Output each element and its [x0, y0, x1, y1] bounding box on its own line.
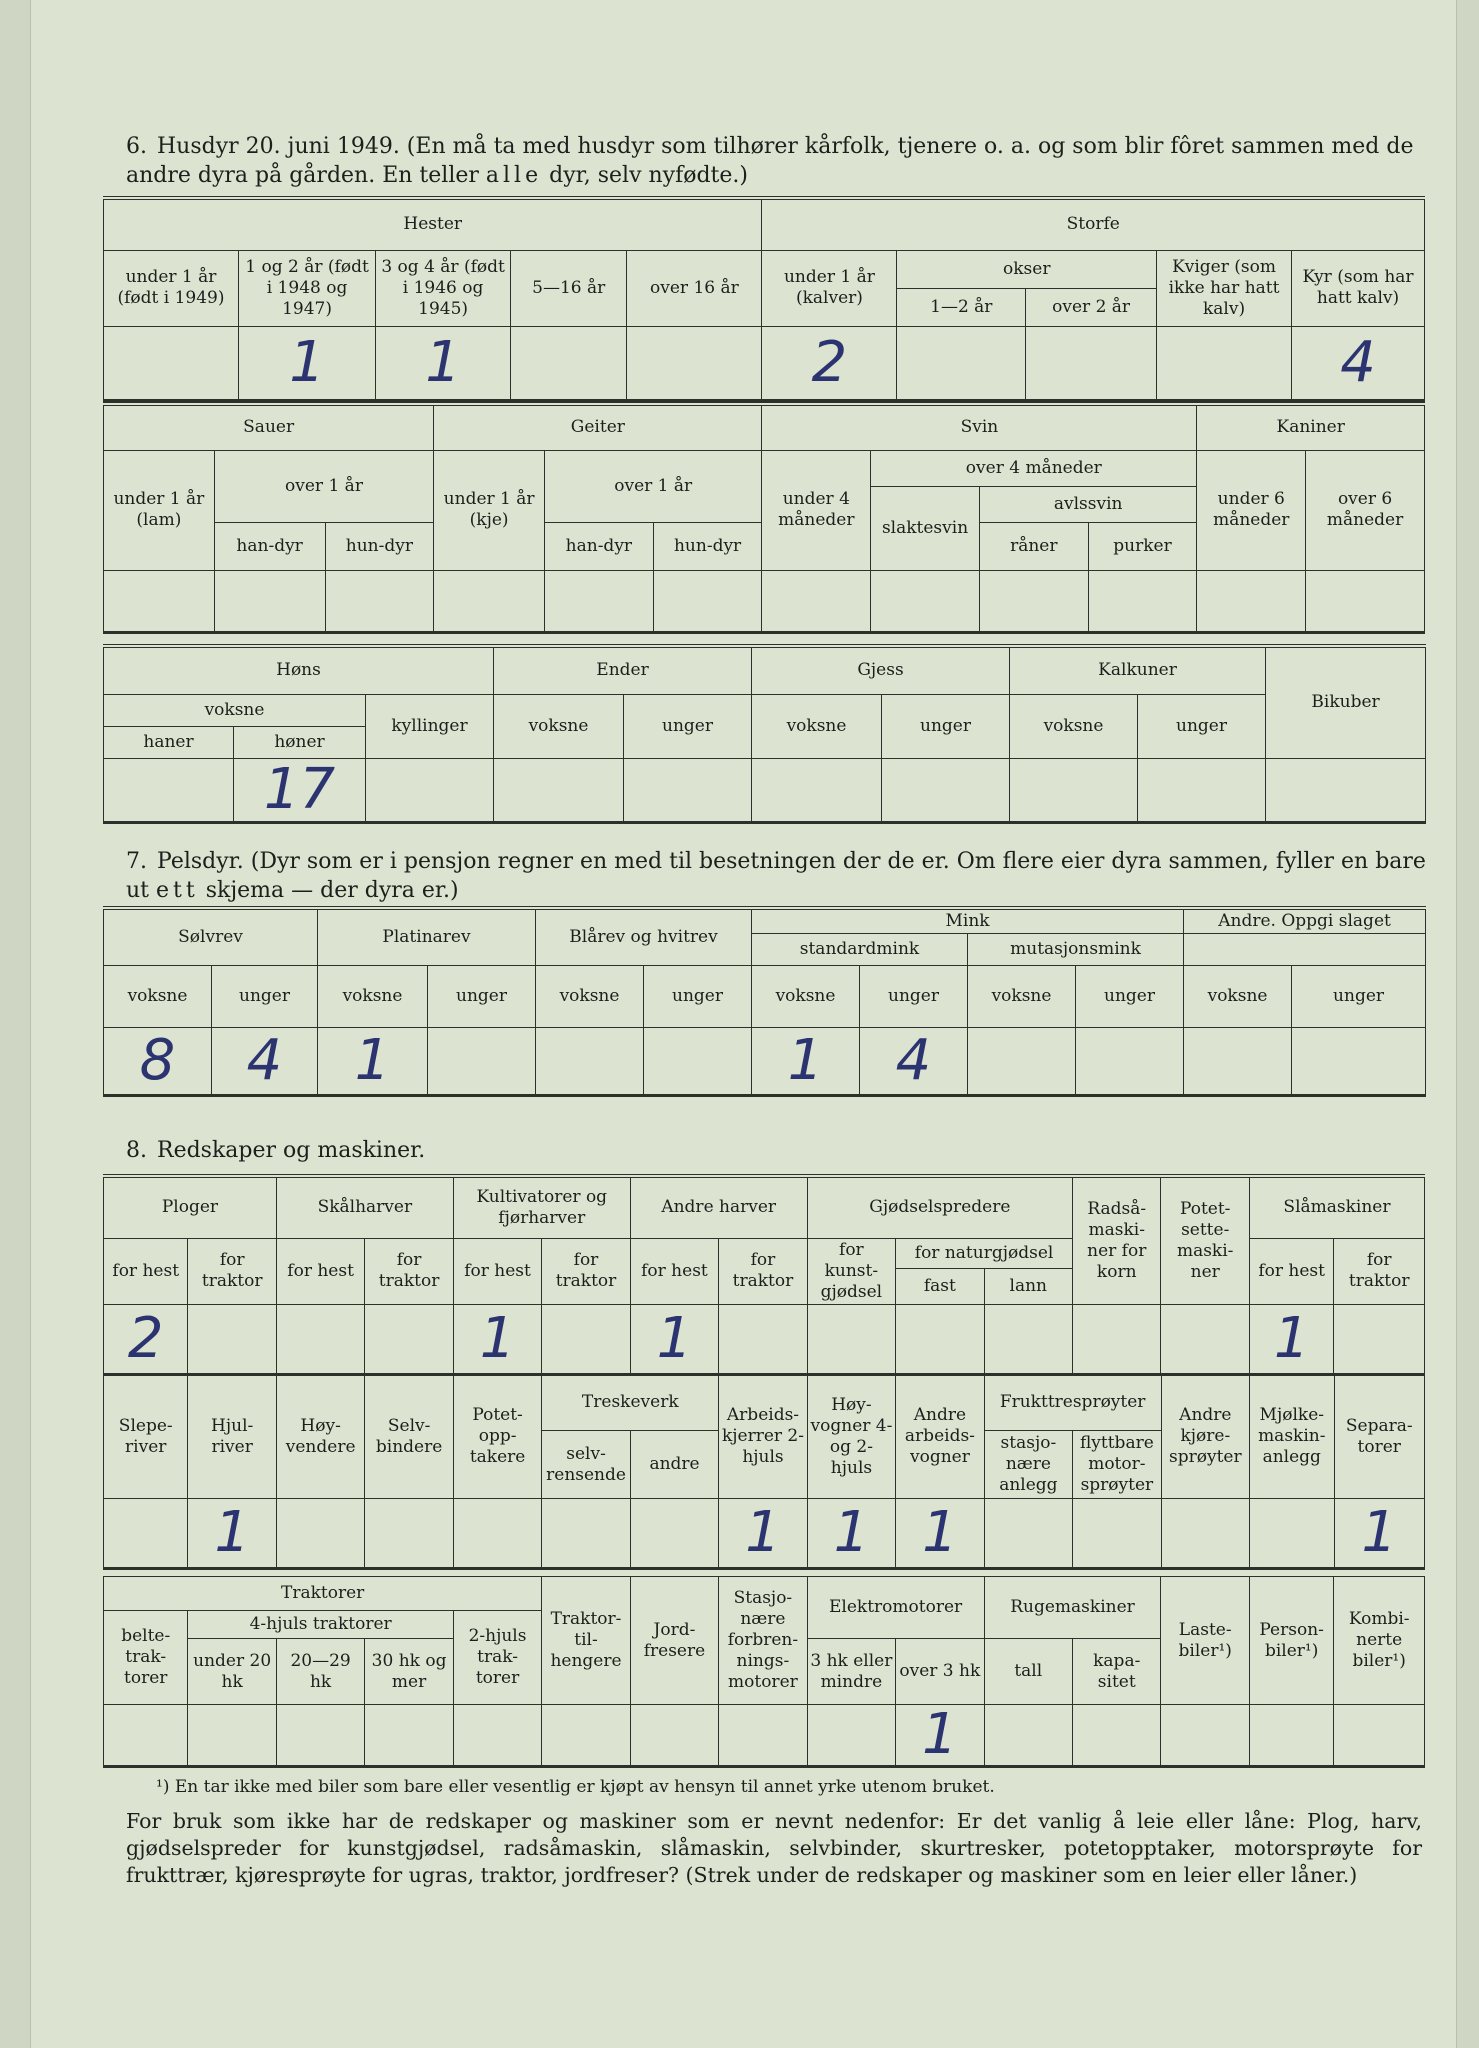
entry-cell[interactable]: [719, 1705, 807, 1767]
entry-cell[interactable]: [984, 1705, 1072, 1767]
fur-animals-table: [103, 906, 1426, 1097]
radsa-header: Radså-maski-ner for korn: [1073, 1176, 1161, 1304]
svin-over4: over 4 måneder: [871, 450, 1197, 486]
entry-cell[interactable]: [104, 1705, 188, 1767]
blarev-header: Blårev og hvitrev: [536, 908, 752, 966]
entry-cell[interactable]: [104, 758, 234, 822]
entry-cell[interactable]: [188, 1304, 276, 1374]
traktorer-header: Traktorer: [104, 1577, 542, 1611]
potet-opptakere: Potet-opp-takere: [453, 1375, 541, 1499]
separatorer: Separa-torer: [1334, 1375, 1425, 1499]
kan-under6: under 6 måneder: [1197, 450, 1306, 570]
svin-header: Svin: [762, 404, 1197, 450]
entry-cell[interactable]: [494, 758, 624, 822]
entry-cell[interactable]: [1088, 570, 1197, 632]
entry-cell[interactable]: [1249, 1705, 1333, 1767]
entry-cell[interactable]: [984, 1499, 1072, 1569]
entry-cell[interactable]: [104, 570, 215, 632]
entry-cell[interactable]: [1026, 326, 1157, 400]
fast: fast: [896, 1269, 984, 1304]
mutasjonsmink: mutasjonsmink: [968, 934, 1184, 966]
unger: unger: [1292, 966, 1426, 1028]
handyr: han-dyr: [214, 522, 325, 570]
kalkuner-voksne: voksne: [1010, 694, 1138, 758]
entry-cell[interactable]: [365, 1304, 453, 1374]
entry-cell[interactable]: [1161, 1499, 1249, 1569]
entry-cell[interactable]: [1010, 758, 1138, 822]
entry-cell[interactable]: 1: [752, 1028, 860, 1096]
livestock-table-sheep-goats-pigs: [103, 402, 1425, 634]
entry-cell[interactable]: [882, 758, 1010, 822]
voksne: voksne: [536, 966, 644, 1028]
entry-cell[interactable]: 2: [762, 326, 897, 400]
entry-cell[interactable]: [807, 1705, 895, 1767]
entry-cell[interactable]: [1306, 570, 1425, 632]
entry-cell[interactable]: [428, 1028, 536, 1096]
lastebiler: Laste-biler¹): [1161, 1577, 1249, 1705]
for-kunstgjodsel: for kunst-gjødsel: [807, 1238, 895, 1304]
gjess-unger: unger: [882, 694, 1010, 758]
hester-header: Hester: [104, 198, 762, 250]
entry-cell[interactable]: [366, 758, 494, 822]
slepe-river: Slepe-river: [104, 1375, 188, 1499]
tools-table-2: [103, 1374, 1425, 1570]
entry-cell[interactable]: [1334, 1304, 1425, 1374]
raner: råner: [979, 522, 1088, 570]
for-hest: for hest: [453, 1238, 541, 1304]
hons-header: Høns: [104, 646, 494, 694]
lam-col: under 1 år (lam): [104, 450, 215, 570]
entry-cell[interactable]: [434, 570, 545, 632]
entry-cell[interactable]: 4: [1292, 326, 1425, 400]
ender-voksne: voksne: [494, 694, 624, 758]
beltetraktorer: belte-trak-torer: [104, 1611, 188, 1705]
entry-cell[interactable]: 1: [453, 1304, 541, 1374]
kje-col: under 1 år (kje): [434, 450, 545, 570]
entry-cell[interactable]: [1292, 1028, 1426, 1096]
entry-cell[interactable]: [896, 1304, 984, 1374]
hoyvogner: Høy-vogner 4- og 2-hjuls: [807, 1375, 895, 1499]
entry-cell[interactable]: [453, 1705, 541, 1767]
geiter-over1: over 1 år: [544, 450, 761, 522]
entry-cell[interactable]: [1076, 1028, 1184, 1096]
entry-cell[interactable]: [511, 326, 627, 400]
platinarev-header: Platinarev: [318, 908, 536, 966]
mjolkemaskinanlegg: Mjølke-maskin-anlegg: [1250, 1375, 1334, 1499]
entry-cell[interactable]: [624, 758, 752, 822]
entry-cell[interactable]: [325, 570, 434, 632]
tohjuls-traktorer: 2-hjuls trak-torer: [453, 1611, 541, 1705]
entry-cell[interactable]: [276, 1499, 364, 1569]
okser-header: okser: [897, 250, 1157, 288]
skalharver-header: Skålharver: [276, 1176, 453, 1238]
selvrensende: selv-rensende: [542, 1431, 630, 1499]
rugemaskiner-kapasitet: kapa-sitet: [1073, 1639, 1161, 1705]
mink-header: Mink: [752, 908, 1184, 934]
andre-arbeidsvogner: Andre arbeids-vogner: [896, 1375, 984, 1499]
for-hest: for hest: [276, 1238, 364, 1304]
voksne: voksne: [752, 966, 860, 1028]
kalver-col: under 1 år (kalver): [762, 250, 897, 326]
entry-cell[interactable]: 1: [1249, 1304, 1333, 1374]
treskeverk-andre: andre: [630, 1431, 718, 1499]
entry-cell[interactable]: [653, 570, 762, 632]
entry-cell[interactable]: [1073, 1499, 1161, 1569]
entry-cell[interactable]: [984, 1304, 1072, 1374]
purker: purker: [1088, 522, 1197, 570]
entry-cell[interactable]: 1: [896, 1499, 984, 1569]
bikuber-header: Bikuber: [1266, 646, 1426, 758]
entry-cell[interactable]: 1: [188, 1499, 276, 1569]
slamaskiner-header: Slåmaskiner: [1249, 1176, 1424, 1238]
for-traktor: for traktor: [542, 1238, 630, 1304]
kviger-col: Kviger (som ikke har hatt kalv): [1157, 250, 1292, 326]
entry-cell[interactable]: 1: [318, 1028, 428, 1096]
kalkuner-unger: unger: [1138, 694, 1266, 758]
solvrev-header: Sølvrev: [104, 908, 318, 966]
andre-kjoresproyter: Andre kjøre-sprøyter: [1161, 1375, 1249, 1499]
entry-cell[interactable]: [630, 1705, 718, 1767]
hester-col: 5—16 år: [511, 250, 627, 326]
voksne: voksne: [104, 966, 212, 1028]
30hk-og-mer: 30 hk og mer: [365, 1639, 453, 1705]
entry-cell[interactable]: [1197, 570, 1306, 632]
unger: unger: [644, 966, 752, 1028]
entry-cell[interactable]: 8: [104, 1028, 212, 1096]
entry-cell[interactable]: [979, 570, 1088, 632]
entry-cell[interactable]: [627, 326, 762, 400]
ender-unger: unger: [624, 694, 752, 758]
entry-cell[interactable]: [365, 1499, 453, 1569]
voksne: voksne: [968, 966, 1076, 1028]
slaktesvin: slaktesvin: [871, 486, 980, 570]
hjul-river: Hjul-river: [188, 1375, 276, 1499]
20-29hk: 20—29 hk: [276, 1639, 364, 1705]
section-8-heading: 8. Redskaper og maskiner.: [126, 1138, 426, 1163]
hoy-vendere: Høy-vendere: [276, 1375, 364, 1499]
entry-cell[interactable]: [542, 1705, 630, 1767]
frukttresproyter-header: Frukttresprøyter: [984, 1375, 1161, 1431]
entry-cell[interactable]: 4: [860, 1028, 968, 1096]
entry-cell[interactable]: 1: [896, 1705, 984, 1767]
gjodsel-header: Gjødselspredere: [807, 1176, 1072, 1238]
for-naturgjodsel: for naturgjødsel: [896, 1238, 1073, 1269]
entry-cell[interactable]: [1073, 1705, 1161, 1767]
hester-col: over 16 år: [627, 250, 762, 326]
entry-cell[interactable]: [214, 570, 325, 632]
entry-cell[interactable]: [544, 570, 653, 632]
voksne: voksne: [318, 966, 428, 1028]
ploger-header: Ploger: [104, 1176, 277, 1238]
livestock-table-poultry: [103, 644, 1426, 824]
elektromotorer-header: Elektromotorer: [807, 1577, 984, 1639]
kan-over6: over 6 måneder: [1306, 450, 1425, 570]
flyttbare-motorsproyter: flyttbare motor-sprøyter: [1073, 1431, 1161, 1499]
entry-cell[interactable]: 1: [239, 326, 376, 400]
entry-cell[interactable]: [644, 1028, 752, 1096]
kyllinger: kyllinger: [366, 694, 494, 758]
hester-col: 1 og 2 år (født i 1948 og 1947): [239, 250, 376, 326]
for-hest: for hest: [630, 1238, 718, 1304]
andre-harver-header: Andre harver: [630, 1176, 807, 1238]
kultivatorer-header: Kultivatorer og fjørharver: [453, 1176, 630, 1238]
entry-cell[interactable]: [365, 1705, 453, 1767]
haner: haner: [104, 726, 234, 758]
gjess-header: Gjess: [752, 646, 1010, 694]
entry-cell[interactable]: [807, 1304, 895, 1374]
entry-cell[interactable]: [762, 570, 871, 632]
andre-header: Andre. Oppgi slaget: [1184, 908, 1426, 934]
entry-cell[interactable]: [104, 326, 239, 400]
hester-col: under 1 år (født i 1949): [104, 250, 239, 326]
entry-cell[interactable]: [1184, 1028, 1292, 1096]
avlssvin: avlssvin: [979, 486, 1196, 522]
stasjonaere-motorer: Stasjo-nære forbren-nings-motorer: [719, 1577, 807, 1705]
entry-cell[interactable]: [276, 1304, 364, 1374]
unger: unger: [860, 966, 968, 1028]
voksne: voksne: [1184, 966, 1292, 1028]
personbiler: Person-biler¹): [1249, 1577, 1333, 1705]
entry-cell[interactable]: [1334, 1705, 1425, 1767]
entry-cell[interactable]: [630, 1499, 718, 1569]
ender-header: Ender: [494, 646, 752, 694]
entry-cell[interactable]: [1073, 1304, 1161, 1374]
potetsette-header: Potet-sette-maski-ner: [1161, 1176, 1249, 1304]
footnote: ¹) En tar ikke med biler som bare eller vesentlig er kjøpt av hensyn til annet yrke utenom bruket.: [156, 1777, 995, 1797]
under-20hk: under 20 hk: [188, 1639, 276, 1705]
entry-cell[interactable]: 1: [807, 1499, 895, 1569]
livestock-table-horses-cattle: [103, 196, 1425, 402]
hundyr: hun-dyr: [325, 522, 434, 570]
entry-cell[interactable]: [1266, 758, 1426, 822]
entry-cell[interactable]: 1: [630, 1304, 718, 1374]
handyr: han-dyr: [544, 522, 653, 570]
entry-cell[interactable]: [968, 1028, 1076, 1096]
elektro-over-3hk: over 3 hk: [896, 1639, 984, 1705]
unger: unger: [212, 966, 318, 1028]
entry-cell[interactable]: [1250, 1499, 1334, 1569]
entry-cell[interactable]: 4: [212, 1028, 318, 1096]
for-traktor: for traktor: [365, 1238, 453, 1304]
entry-cell[interactable]: [752, 758, 882, 822]
entry-cell[interactable]: [104, 1499, 188, 1569]
jordfresere: Jord-fresere: [630, 1577, 718, 1705]
for-traktor: for traktor: [1334, 1238, 1425, 1304]
entry-cell[interactable]: 1: [376, 326, 511, 400]
storfe-header: Storfe: [762, 198, 1425, 250]
geiter-header: Geiter: [434, 404, 762, 450]
svin-under4: under 4 måneder: [762, 450, 871, 570]
lann: lann: [984, 1269, 1072, 1304]
entry-cell[interactable]: [542, 1304, 630, 1374]
sauer-header: Sauer: [104, 404, 434, 450]
treskeverk-header: Treskeverk: [542, 1375, 719, 1431]
honer: høner: [234, 726, 366, 758]
rugemaskiner-tall: tall: [984, 1639, 1072, 1705]
for-traktor: for traktor: [719, 1238, 807, 1304]
for-hest: for hest: [1249, 1238, 1333, 1304]
unger: unger: [428, 966, 536, 1028]
sauer-over1: over 1 år: [214, 450, 433, 522]
entry-cell[interactable]: [1138, 758, 1266, 822]
andre-blank[interactable]: [1184, 934, 1426, 966]
rugemaskiner-header: Rugemaskiner: [984, 1577, 1161, 1639]
entry-cell[interactable]: [188, 1705, 276, 1767]
section-7-heading: 7. Pelsdyr. (Dyr som er i pensjon regner en med til besetningen der de er. Om flere eier dyra sammen, fyller en bare ut ett skjema — der dyra er.): [126, 849, 1426, 903]
elektro-3hk-eller-mindre: 3 hk eller mindre: [807, 1639, 895, 1705]
okser-col: over 2 år: [1026, 288, 1157, 326]
instructions-paragraph: For bruk som ikke har de redskaper og maskiner som er nevnt nedenfor: Er det vanlig å leie eller låne: Plog, harv, gjødselspreder for kunstgjødsel, radsåmaskin, slåmaskin, selvbinder, skurtresker, potetopptaker, motorsprøyte for frukttrær, kjøresprøyte for ugras, traktor, jordfreser? (Strek under de redskaper og maskiner som en leier eller låner.): [126, 1809, 1422, 1887]
entry-cell[interactable]: [1161, 1304, 1249, 1374]
form-page: [30, 0, 1457, 2048]
unger: unger: [1076, 966, 1184, 1028]
entry-cell[interactable]: [1157, 326, 1292, 400]
entry-cell[interactable]: [542, 1499, 630, 1569]
entry-cell[interactable]: [897, 326, 1026, 400]
entry-cell[interactable]: [453, 1499, 541, 1569]
entry-cell[interactable]: 1: [1334, 1499, 1425, 1569]
entry-cell[interactable]: [1161, 1705, 1249, 1767]
kyr-col: Kyr (som har hatt kalv): [1292, 250, 1425, 326]
hester-col: 3 og 4 år (født i 1946 og 1945): [376, 250, 511, 326]
section-6-heading: 6. Husdyr 20. juni 1949. (En må ta med husdyr som tilhører kårfolk, tjenere o. a. og som blir fôret sammen med de andre dyra på gården. En teller alle dyr, selv nyfødte.): [126, 134, 1414, 188]
kombinerte-biler: Kombi-nerte biler¹): [1334, 1577, 1425, 1705]
tools-table-3: [103, 1576, 1425, 1768]
for-hest: for hest: [104, 1238, 188, 1304]
entry-cell[interactable]: 1: [719, 1499, 807, 1569]
entry-cell[interactable]: 2: [104, 1304, 188, 1374]
arbeidskjerrer: Arbeids-kjerrer 2-hjuls: [719, 1375, 807, 1499]
tools-table-1: [103, 1174, 1425, 1376]
traktor-tilhengere: Traktor-til-hengere: [542, 1577, 630, 1705]
entry-cell[interactable]: [871, 570, 980, 632]
entry-cell[interactable]: [276, 1705, 364, 1767]
hons-voksne: voksne: [104, 694, 366, 726]
entry-cell[interactable]: [536, 1028, 644, 1096]
firehjuls-traktorer: 4-hjuls traktorer: [188, 1611, 453, 1639]
stasjonaere-anlegg: stasjo-nære anlegg: [984, 1431, 1072, 1499]
hundyr: hun-dyr: [653, 522, 762, 570]
gjess-voksne: voksne: [752, 694, 882, 758]
entry-cell[interactable]: 17: [234, 758, 366, 822]
standardmink: standardmink: [752, 934, 968, 966]
selv-bindere: Selv-bindere: [365, 1375, 453, 1499]
for-traktor: for traktor: [188, 1238, 276, 1304]
entry-cell[interactable]: [719, 1304, 807, 1374]
kaniner-header: Kaniner: [1197, 404, 1425, 450]
okser-col: 1—2 år: [897, 288, 1026, 326]
kalkuner-header: Kalkuner: [1010, 646, 1266, 694]
